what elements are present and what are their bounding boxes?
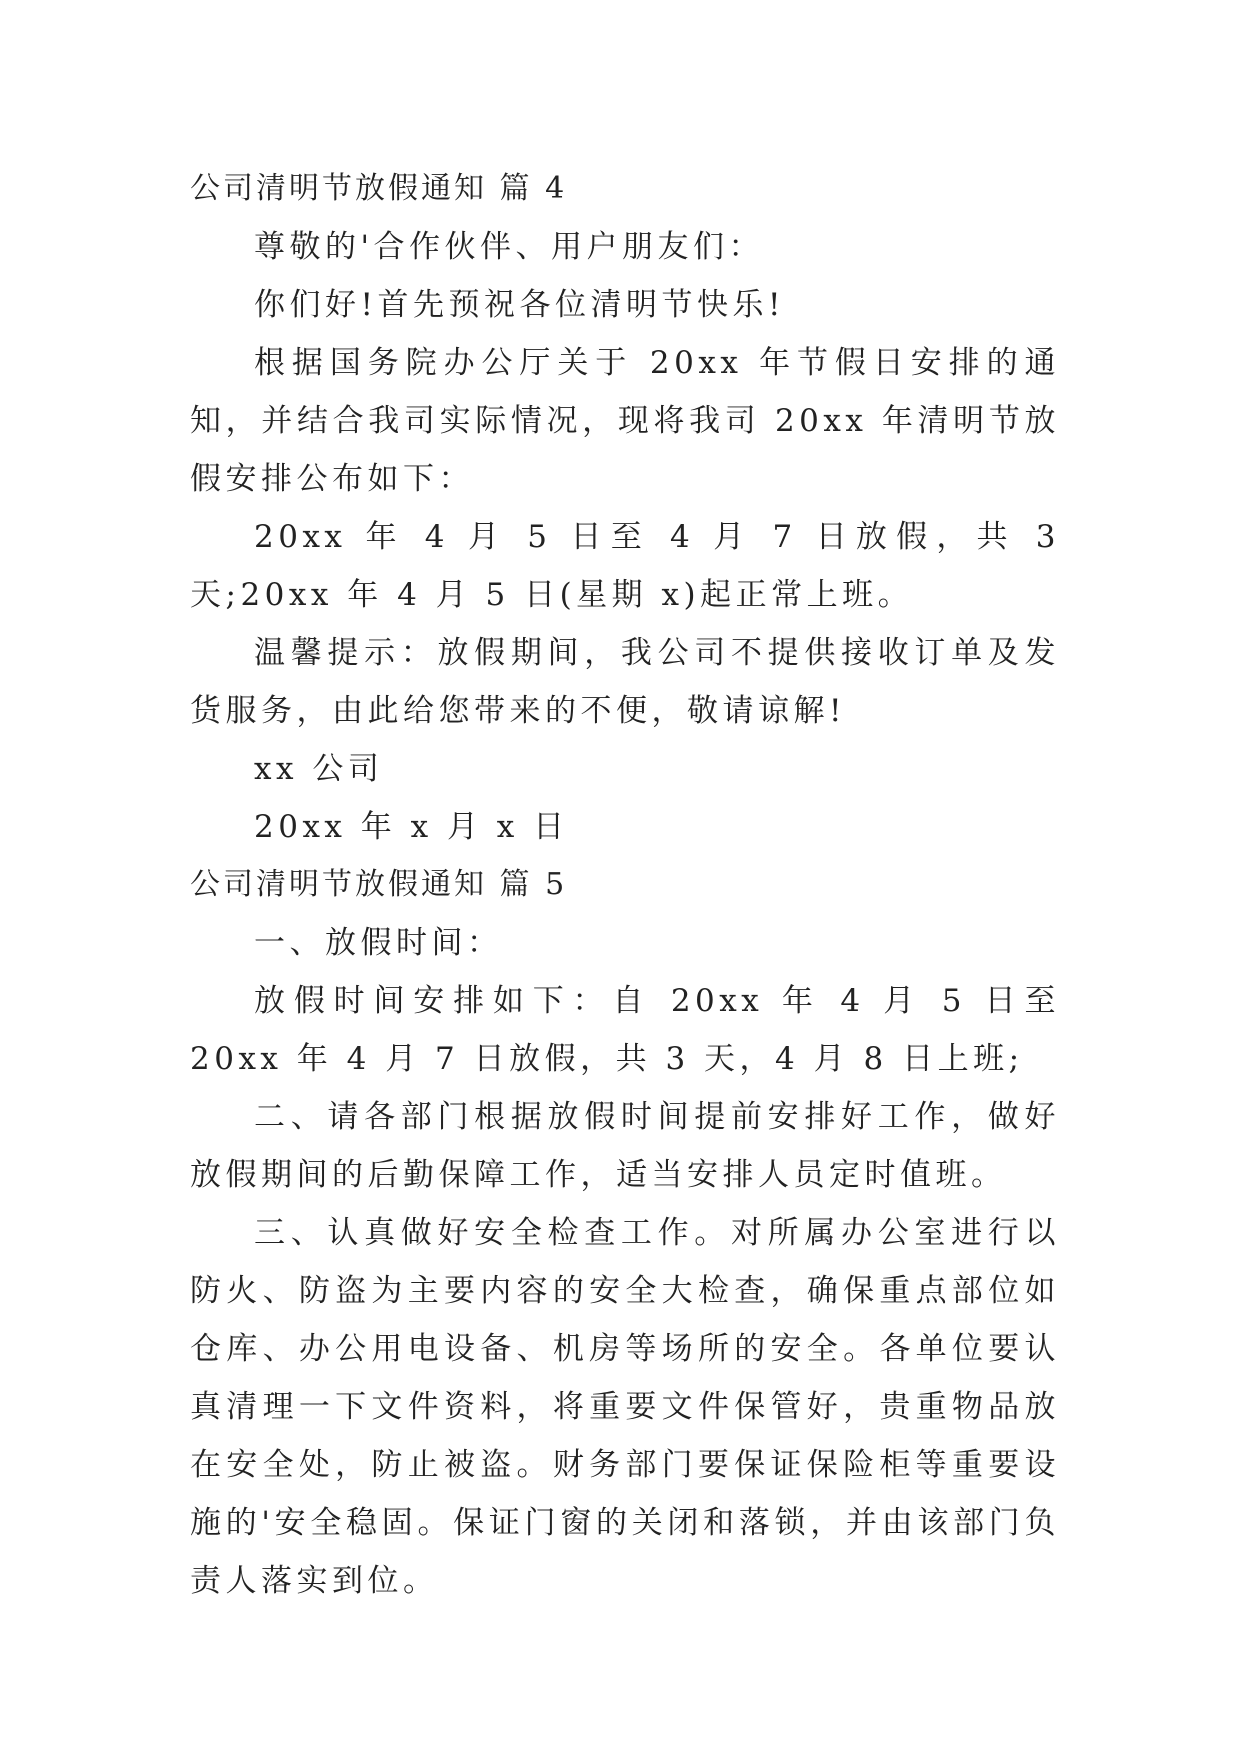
section-4-heading: 公司清明节放假通知 篇 4	[190, 171, 568, 206]
section-4-intro-paragraph: 根据国务院办公厅关于 20xx 年节假日安排的通知，并结合我司实际情况，现将我司 20xx 年清明节放假安排公布如下：	[190, 345, 1060, 497]
section-5-item-1-title: 一、放假时间：	[254, 925, 503, 961]
document-body	[190, 160, 1060, 1610]
section-5-item-3: 三、认真做好安全检查工作。对所属办公室进行以防火、防盗为主要内容的安全大检查，确保重点部位如仓库、办公用电设备、机房等场所的安全。各单位要认真清理一下文件资料，将重要文件保管好，贵重物品放在安全处，防止被盗。财务部门要保证保险柜等重要设施的'安全稳固。保证门窗的关闭和落锁，并由该部门负责人落实到位。	[190, 1215, 1060, 1599]
section-4-reminder-paragraph: 温馨提示：放假期间，我公司不提供接收订单及发货服务，由此给您带来的不便，敬请谅解!	[190, 635, 1060, 729]
section-4-date: 20xx 年 x 月 x 日	[254, 809, 569, 845]
section-5-item-1-body: 放假时间安排如下：自 20xx 年 4 月 5 日至 20xx 年 4 月 7 日放假，共 3 天，4 月 8 日上班;	[190, 983, 1060, 1077]
section-4-wishes: 你们好!首先预祝各位清明节快乐!	[254, 287, 785, 323]
section-4-signature: xx 公司	[254, 751, 384, 787]
section-5-item-2: 二、请各部门根据放假时间提前安排好工作，做好放假期间的后勤保障工作，适当安排人员定时值班。	[190, 1099, 1060, 1193]
section-4-schedule-paragraph: 20xx 年 4 月 5 日至 4 月 7 日放假，共 3 天;20xx 年 4 月 5 日(星期 x)起正常上班。	[190, 519, 1060, 613]
section-5-heading: 公司清明节放假通知 篇 5	[190, 867, 568, 902]
section-4-greeting: 尊敬的'合作伙伴、用户朋友们：	[254, 229, 765, 265]
